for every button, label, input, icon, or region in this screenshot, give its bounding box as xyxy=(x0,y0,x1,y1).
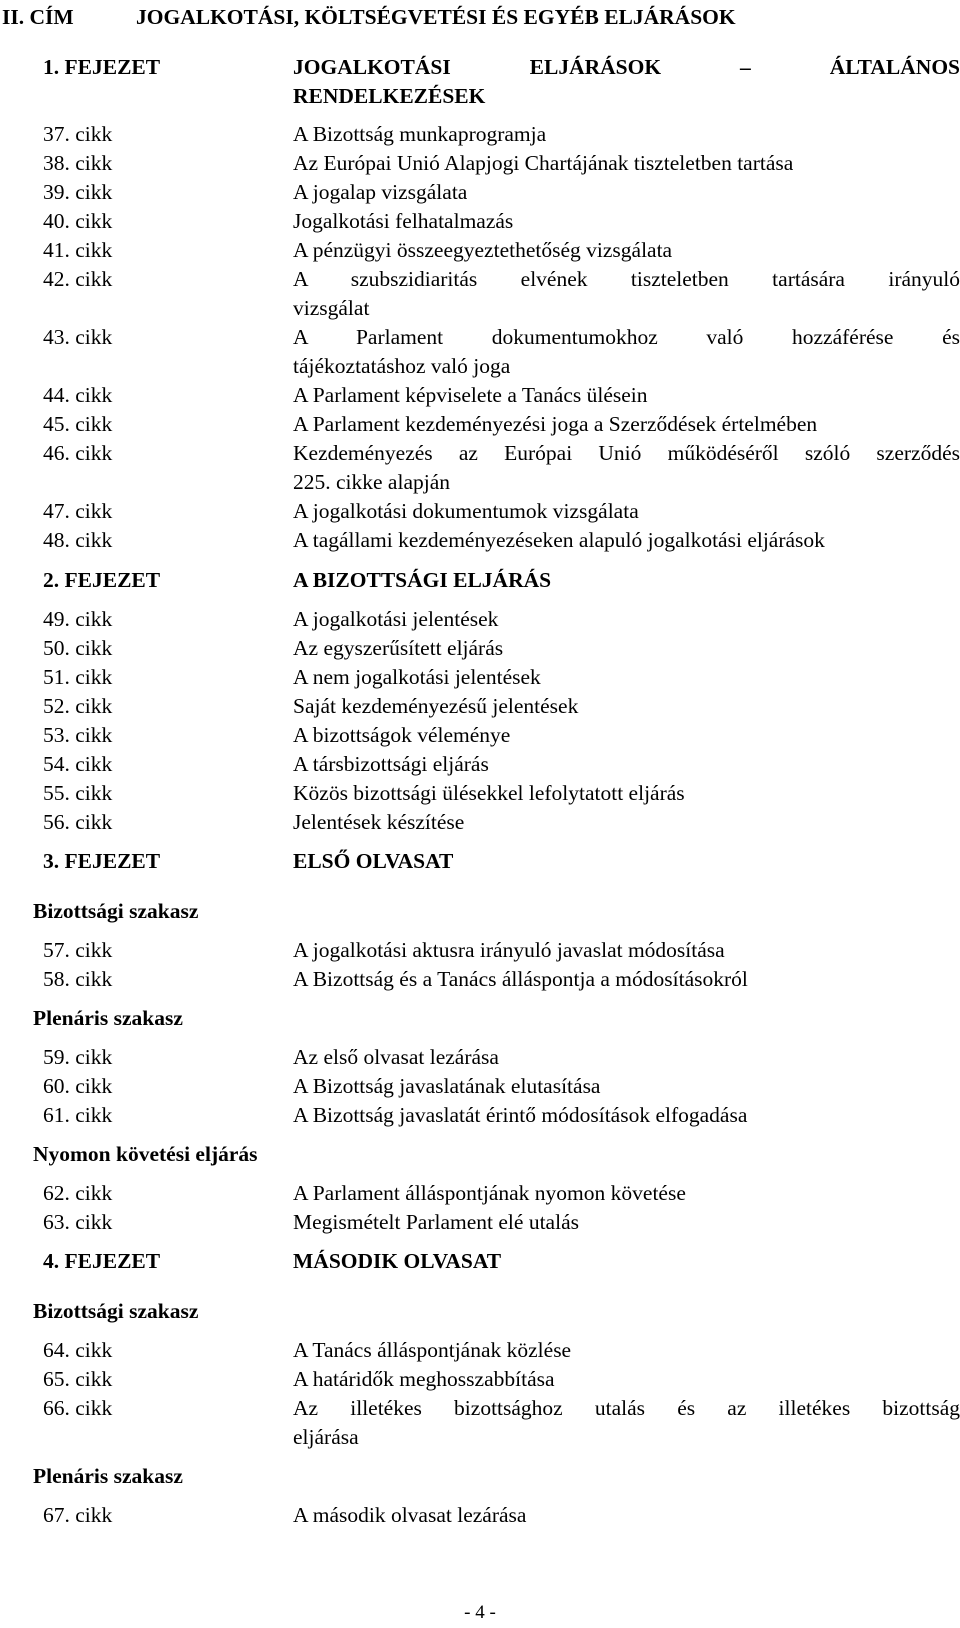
article-number: 49. cikk xyxy=(43,607,113,631)
article-title: Jelentések készítése xyxy=(293,810,465,834)
article-number: 59. cikk xyxy=(43,1045,113,1069)
section-heading: Nyomon követési eljárás xyxy=(33,1142,258,1166)
article-number: 37. cikk xyxy=(43,122,113,146)
chapter-title: MÁSODIK OLVASAT xyxy=(293,1249,502,1273)
part-number: II. CÍM xyxy=(2,5,74,29)
article-title: Megismételt Parlament elé utalás xyxy=(293,1210,579,1234)
article-number: 44. cikk xyxy=(43,383,113,407)
article-title: A határidők meghosszabbítása xyxy=(293,1367,555,1391)
chapter-title: A BIZOTTSÁGI ELJÁRÁS xyxy=(293,568,552,592)
article-title: A Parlament kezdeményezési joga a Szerződések értelmében xyxy=(293,412,818,436)
article-number: 39. cikk xyxy=(43,180,113,204)
chapter-title: JOGALKOTÁSI ELJÁRÁSOK – ÁLTALÁNOS xyxy=(293,55,960,79)
article-number: 43. cikk xyxy=(43,325,113,349)
article-title: Közös bizottsági ülésekkel lefolytatott eljárás xyxy=(293,781,685,805)
article-number: 57. cikk xyxy=(43,938,113,962)
chapter-title: ELSŐ OLVASAT xyxy=(293,849,454,873)
section-heading: Bizottsági szakasz xyxy=(33,1299,199,1323)
section-heading: Plenáris szakasz xyxy=(33,1464,183,1488)
article-number: 46. cikk xyxy=(43,441,113,465)
article-number: 64. cikk xyxy=(43,1338,113,1362)
article-number: 58. cikk xyxy=(43,967,113,991)
article-title: 225. cikke alapján xyxy=(293,470,451,494)
article-title: A Bizottság javaslatát érintő módosítások elfogadása xyxy=(293,1103,748,1127)
article-title: A jogalkotási dokumentumok vizsgálata xyxy=(293,499,639,523)
article-title: A Bizottság munkaprogramja xyxy=(293,122,547,146)
article-number: 48. cikk xyxy=(43,528,113,552)
article-title: A szubszidiaritás elvének tiszteletben tartására irányuló xyxy=(293,267,960,291)
article-title: A pénzügyi összeegyeztethetőség vizsgálata xyxy=(293,238,673,262)
article-number: 53. cikk xyxy=(43,723,113,747)
article-number: 42. cikk xyxy=(43,267,113,291)
chapter-number: 1. FEJEZET xyxy=(43,55,161,79)
article-title: A Parlament dokumentumokhoz való hozzáférése és xyxy=(293,325,960,349)
article-title: vizsgálat xyxy=(293,296,370,320)
article-number: 60. cikk xyxy=(43,1074,113,1098)
article-title: Az egyszerűsített eljárás xyxy=(293,636,504,660)
article-number: 52. cikk xyxy=(43,694,113,718)
part-title: JOGALKOTÁSI, KÖLTSÉGVETÉSI ÉS EGYÉB ELJÁRÁSOK xyxy=(136,5,736,29)
article-title: A társbizottsági eljárás xyxy=(293,752,489,776)
article-title: Az illetékes bizottsághoz utalás és az illetékes bizottság xyxy=(293,1396,960,1420)
chapter-title: RENDELKEZÉSEK xyxy=(293,84,486,108)
article-number: 40. cikk xyxy=(43,209,113,233)
article-title: A jogalkotási aktusra irányuló javaslat módosítása xyxy=(293,938,725,962)
article-number: 54. cikk xyxy=(43,752,113,776)
article-title: A második olvasat lezárása xyxy=(293,1503,527,1527)
article-title: Saját kezdeményezésű jelentések xyxy=(293,694,579,718)
article-title: A bizottságok véleménye xyxy=(293,723,511,747)
article-number: 66. cikk xyxy=(43,1396,113,1420)
article-number: 56. cikk xyxy=(43,810,113,834)
article-title: A Tanács álláspontjának közlése xyxy=(293,1338,572,1362)
article-number: 62. cikk xyxy=(43,1181,113,1205)
section-heading: Plenáris szakasz xyxy=(33,1006,183,1030)
article-title: eljárása xyxy=(293,1425,359,1449)
article-title: A Parlament képviselete a Tanács ülésein xyxy=(293,383,648,407)
page-number: - 4 - xyxy=(464,1602,496,1623)
article-number: 67. cikk xyxy=(43,1503,113,1527)
article-number: 55. cikk xyxy=(43,781,113,805)
article-number: 51. cikk xyxy=(43,665,113,689)
article-title: Az első olvasat lezárása xyxy=(293,1045,499,1069)
article-title: A Parlament álláspontjának nyomon követése xyxy=(293,1181,686,1205)
article-number: 41. cikk xyxy=(43,238,113,262)
article-title: Jogalkotási felhatalmazás xyxy=(293,209,514,233)
article-title: Az Európai Unió Alapjogi Chartájának tiszteletben tartása xyxy=(293,151,794,175)
article-title: tájékoztatáshoz való joga xyxy=(293,354,511,378)
article-title: A Bizottság és a Tanács álláspontja a módosításokról xyxy=(293,967,748,991)
article-title: A Bizottság javaslatának elutasítása xyxy=(293,1074,601,1098)
article-title: A nem jogalkotási jelentések xyxy=(293,665,541,689)
chapter-number: 3. FEJEZET xyxy=(43,849,161,873)
article-number: 45. cikk xyxy=(43,412,113,436)
article-title: A tagállami kezdeményezéseken alapuló jogalkotási eljárások xyxy=(293,528,825,552)
chapter-number: 2. FEJEZET xyxy=(43,568,161,592)
article-number: 63. cikk xyxy=(43,1210,113,1234)
article-number: 50. cikk xyxy=(43,636,113,660)
section-heading: Bizottsági szakasz xyxy=(33,899,199,923)
article-number: 38. cikk xyxy=(43,151,113,175)
article-number: 47. cikk xyxy=(43,499,113,523)
article-number: 61. cikk xyxy=(43,1103,113,1127)
article-title: A jogalap vizsgálata xyxy=(293,180,468,204)
chapter-number: 4. FEJEZET xyxy=(43,1249,161,1273)
article-title: A jogalkotási jelentések xyxy=(293,607,499,631)
article-title: Kezdeményezés az Európai Unió működéséről szóló szerződés xyxy=(293,441,960,465)
article-number: 65. cikk xyxy=(43,1367,113,1391)
